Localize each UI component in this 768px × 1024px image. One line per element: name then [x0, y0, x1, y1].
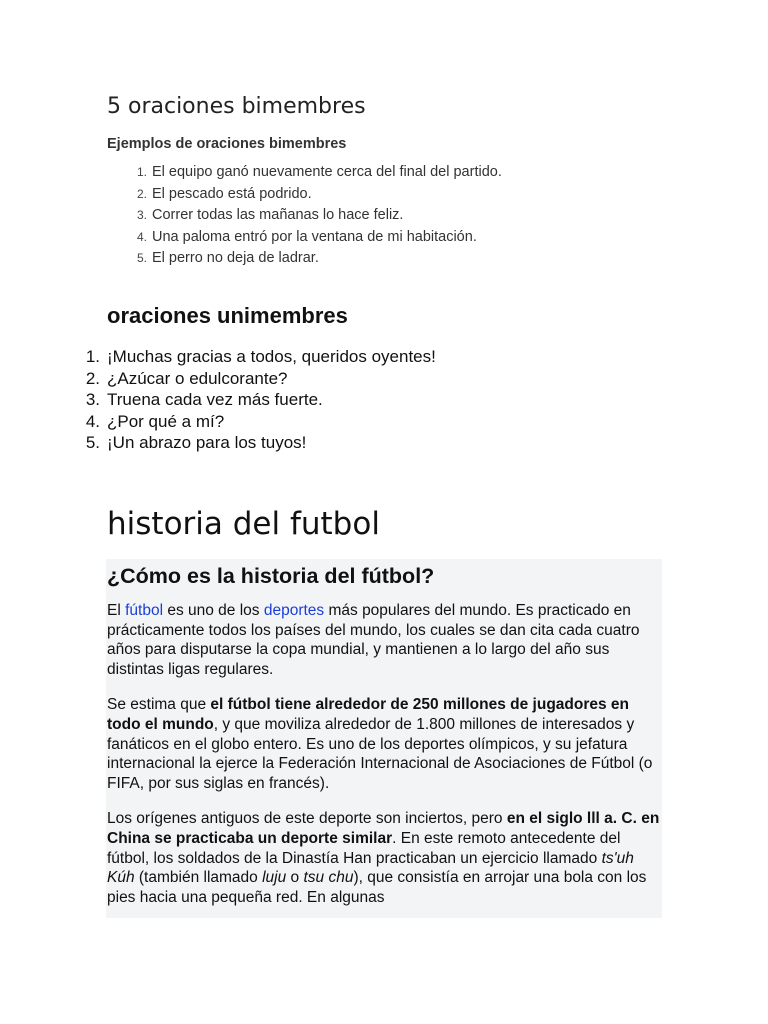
- list-item: [70, 368, 436, 390]
- paragraph-text: o: [286, 869, 304, 887]
- section-title-historia: historia del futbol: [107, 506, 380, 542]
- italic-text: luju: [262, 869, 287, 887]
- bold-text: en el siglo lll a. C. en China se practicaba un deporte similar: [107, 810, 660, 847]
- list-item-text: El perro no deja de ladrar.: [152, 250, 319, 266]
- list-item-text: Truena cada vez más fuerte.: [107, 390, 323, 409]
- paragraph-text: ), que consistía en arrojar una bola con los pies hacia una pequeña red. En algunas: [107, 869, 647, 906]
- paragraph-text: El: [107, 602, 126, 619]
- list-number: 2.: [136, 186, 147, 201]
- list-item: [107, 205, 502, 227]
- list-item-text: El pescado está podrido.: [152, 185, 312, 202]
- article-paragraph-2: [106, 695, 662, 793]
- article-paragraph-3: [106, 809, 662, 907]
- italic-text: ts'uh Kúh: [107, 849, 634, 887]
- list-number: 1.: [136, 165, 147, 179]
- list-item: [107, 184, 502, 206]
- list-item-text: Una paloma entró por la ventana de mi habitación.: [152, 228, 477, 245]
- futbol-link[interactable]: fútbol: [125, 602, 164, 619]
- unimembres-list: [70, 346, 436, 454]
- list-number: 1.: [85, 347, 100, 366]
- paragraph-text: es uno de los: [163, 602, 264, 619]
- article-excerpt: [106, 559, 662, 918]
- list-item: [70, 346, 436, 368]
- list-number: 4.: [85, 411, 100, 431]
- list-number: 5.: [85, 433, 100, 452]
- list-number: 3.: [136, 208, 147, 222]
- article-paragraph-1: [106, 601, 662, 679]
- bold-text: el fútbol tiene alrededor de 250 millones de jugadores en todo el mundo: [107, 696, 630, 733]
- list-item: [107, 162, 502, 184]
- paragraph-text: Se estima que: [107, 696, 211, 714]
- section-title-unimembres: oraciones unimembres: [107, 303, 348, 328]
- list-number: 4.: [136, 229, 147, 244]
- list-number: 3.: [85, 390, 100, 409]
- list-item-text: Correr todas las mañanas lo hace feliz.: [152, 207, 404, 223]
- paragraph-text: . En este remoto antecedente del fútbol, los soldados de la Dinastía Han practicaban un ejercicio llamado: [107, 829, 621, 867]
- paragraph-text: Los orígenes antiguos de este deporte son inciertos, pero: [107, 810, 507, 828]
- list-item: [107, 248, 502, 270]
- paragraph-text: , y que moviliza alrededor de 1.800 millones de interesados y fanáticos en el globo entero. Es uno de los deportes olímpicos, y su jefatura internacional la ejerce la Federación Internacional de Asociaciones de Fútbol (o FIFA, por sus siglas en francés).: [107, 715, 653, 792]
- list-item-text: ¡Muchas gracias a todos, queridos oyentes!: [107, 347, 436, 366]
- list-item: [70, 411, 436, 433]
- bimembres-list: [107, 162, 502, 270]
- list-item: [107, 227, 502, 249]
- list-number: 2.: [85, 368, 100, 388]
- section-title-bimembres: 5 oraciones bimembres: [107, 94, 366, 119]
- paragraph-text: (también llamado: [134, 869, 263, 887]
- list-item-text: ¿Azúcar o edulcorante?: [107, 368, 288, 388]
- list-item: [70, 432, 436, 454]
- article-heading: ¿Cómo es la historia del fútbol?: [107, 564, 435, 588]
- paragraph-text: más populares del mundo. Es practicado en prácticamente todos los países del mundo, los cuales se dan cita cada cuatro años para disputarse la copa mundial, y mantienen a lo largo del año sus distintas ligas regulares.: [107, 602, 640, 678]
- list-number: 5.: [136, 251, 147, 265]
- list-item-text: ¡Un abrazo para los tuyos!: [107, 433, 307, 452]
- list-item: [70, 389, 436, 411]
- list-item-text: ¿Por qué a mí?: [107, 411, 225, 431]
- italic-text: tsu chu: [303, 869, 354, 887]
- list-item-text: El equipo ganó nuevamente cerca del final del partido.: [152, 164, 502, 180]
- subtitle-ejemplos: Ejemplos de oraciones bimembres: [107, 136, 347, 152]
- deportes-link[interactable]: deportes: [263, 602, 325, 619]
